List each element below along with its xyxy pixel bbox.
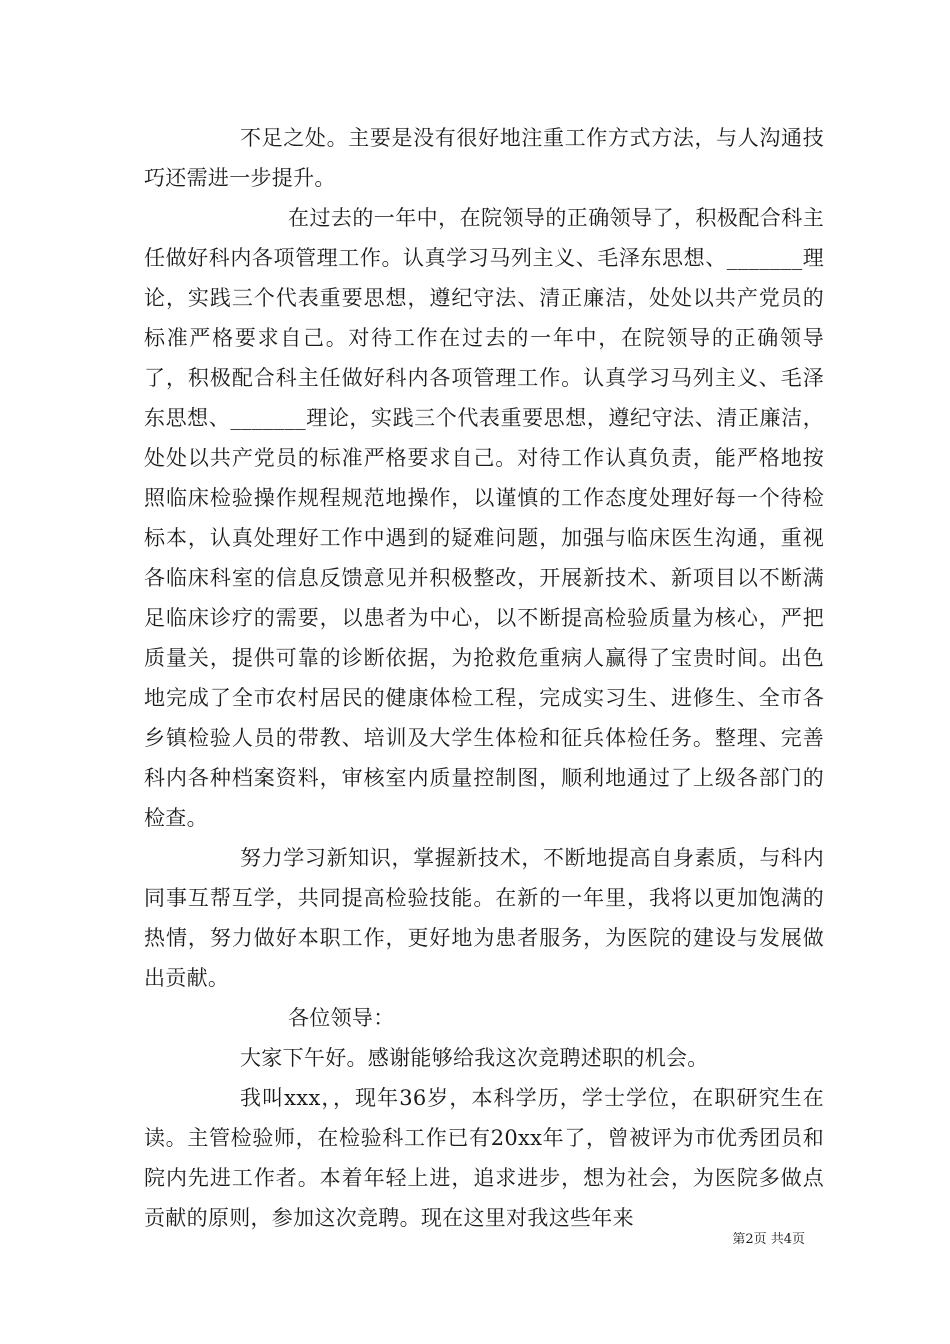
paragraph-self-introduction: 我叫xxx，，现年36岁，本科学历，学士学位，在职研究生在读。主管检验师，在检验科工作已有20xx年了，曾被评为市优秀团员和院内先进工作者。本着年轻上进，追求进步，想为社会，为医院多做点贡献的原则，参加这次竞聘。现在这里对我这些年来	[144, 1086, 824, 1230]
paragraph-past-year-work: 在过去的一年中，在院领导的正确领导了，积极配合科主任做好科内各项管理工作。认真学习马列主义、毛泽东思想、_______理论，实践三个代表重要思想，遵纪守法、清正廉洁，处处以共产党员的标准严格要求自己。对待工作在过去的一年中，在院领导的正确领导了，积极配合科主任做好科内各项管理工作。认真学习马列主义、毛泽东思想、_______理论，实践三个代表重要思想，遵纪守法、清正廉洁，处处以共产党员的标准严格要求自己。对待工作认真负责，能严格地按照临床检验操作规程规范地操作，以谨慎的工作态度处理好每一个待检标本，认真处理好工作中遇到的疑难问题，加强与临床医生沟通，重视各临床科室的信息反馈意见并积极整改，开展新技术、新项目以不断满足临床诊疗的需要，以患者为中心，以不断提高检验质量为核心，严把质量关，提供可靠的诊断依据，为抢救危重病人赢得了宝贵时间。出色地完成了全市农村居民的健康体检工程，完成实习生、进修生、全市各乡镇检验人员的带教、培训及大学生体检和征兵体检任务。整理、完善科内各种档案资料，审核室内质量控制图，顺利地通过了上级各部门的检查。	[144, 206, 824, 830]
paragraph-greeting: 大家下午好。感谢能够给我这次竞聘述职的机会。	[240, 1046, 709, 1070]
page-number: 第2页 共4页	[732, 1232, 805, 1247]
paragraph-shortcomings: 不足之处。主要是没有很好地注重工作方式方法，与人沟通技巧还需进一步提升。	[144, 126, 824, 190]
paragraph-future-goals: 努力学习新知识，掌握新技术，不断地提高自身素质，与科内同事互帮互学，共同提高检验技能。在新的一年里，我将以更加饱满的热情，努力做好本职工作，更好地为患者服务，为医院的建设与发展做出贡献。	[144, 846, 824, 990]
paragraph-salutation: 各位领导：	[288, 1006, 395, 1030]
body-text	[144, 118, 824, 1238]
